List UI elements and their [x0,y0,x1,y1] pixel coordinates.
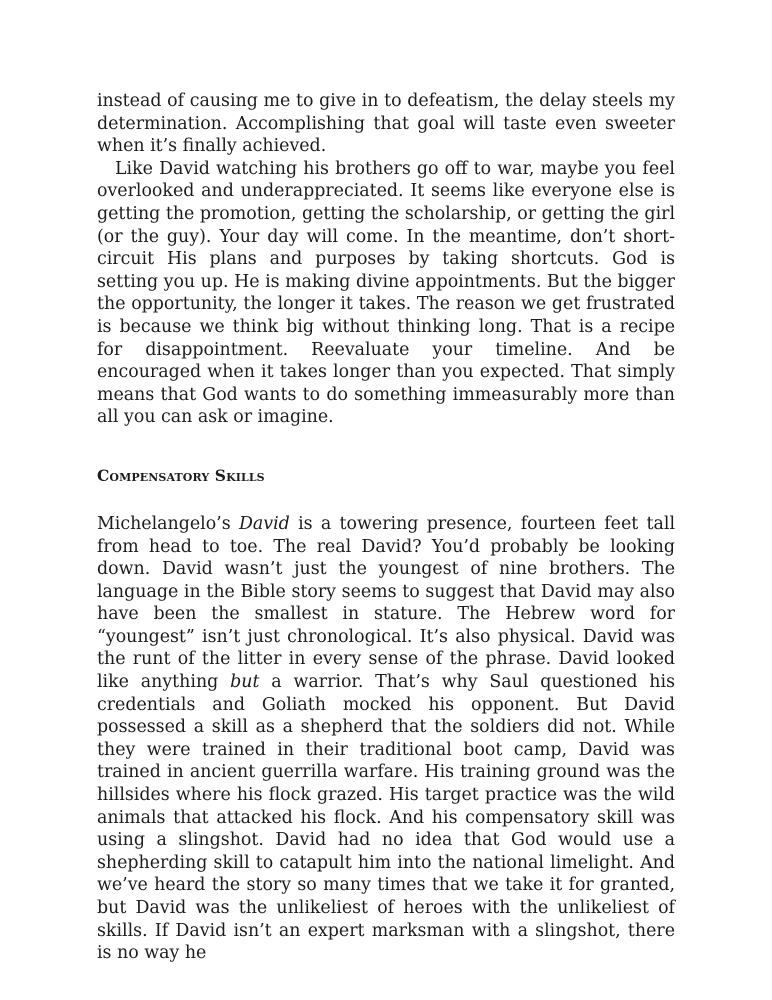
text-segment: a warrior. That’s why Saul questioned his credentials and Goliath mocked his opponent. But David possessed a skill as a shepherd that the soldiers did not. While they were trained in their traditional boot camp, David was trained in ancient guerrilla warfare. His training ground was the hillsides where his flock grazed. His target practice was the wild animals that attacked his flock. And his compensatory skill was using a slingshot. David had no idea that God would use a shepherding skill to catapult him into the national limelight. And we’ve heard the story so many times that we take it for granted, but David was the unlikeliest of heroes with the unlikeliest of skills. If David isn’t an expert marksman with a slingshot, there is no way he [97,672,675,964]
book-page [97,90,675,965]
paragraph-like-david: Like David watching his brothers go off to war, maybe you feel overlooked and underappreciated. It seems like everyone else is getting the promotion, getting the scholarship, or getting the girl (or the guy). Your day will come. In the meantime, don’t short-circuit His plans and purposes by taking shortcuts. God is setting you up. He is making divine appointments. But the bigger the opportunity, the longer it takes. The reason we get frustrated is because we think big without thinking long. That is a recipe for disappointment. Reevaluate your timeline. And be encouraged when it takes longer than you expected. That simply means that God wants to do something immeasurably more than all you can ask or imagine. [97,158,675,428]
text-segment: Michelangelo’s [97,513,239,534]
text-segment: is a towering presence, fourteen feet tall from head to toe. The real David? You’d probably be looking down. David wasn’t just the youngest of nine brothers. The language in the Bible story seems to suggest that David may also have been the smallest in stature. The Hebrew word for “youngest” isn’t just chronological. It’s also physical. David was the runt of the litter in every sense of the phrase. David looked like anything [97,513,676,693]
italic-word-but: but [230,672,260,693]
paragraph-continuation: instead of causing me to give in to defeatism, the delay steels my determination. Accomplishing that goal will taste even sweeter when it’s finally achieved. [97,91,675,157]
paragraph-michelangelo [97,513,675,965]
italic-title-david: David [238,513,290,534]
section-heading: Compensatory Skills [97,465,265,485]
